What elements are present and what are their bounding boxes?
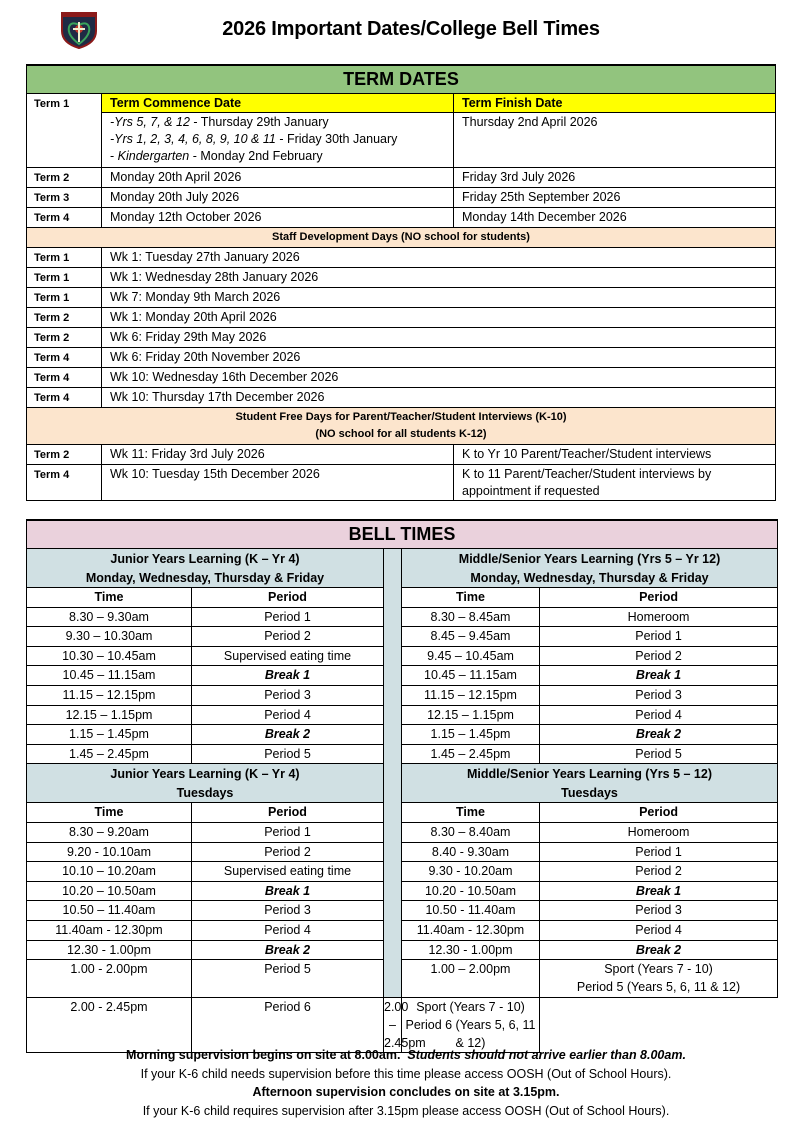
time-column-header: Time — [27, 588, 192, 608]
time-column-header: Time — [402, 588, 540, 608]
time-column-header: Time — [27, 803, 192, 823]
bell-row-break: 10.20 – 10.50am Break 1 10.20 - 10.50am Break 1 — [27, 881, 778, 901]
commence-line: -Yrs 5, 7, & 12 - Thursday 29th January — [110, 115, 329, 129]
bell-row: 8.30 – 9.30am Period 1 8.30 – 8.45am Homeroom — [27, 607, 778, 627]
period-column-header: Period — [540, 803, 778, 823]
bell-row: 8.30 – 9.20am Period 1 8.30 – 8.40am Homeroom — [27, 822, 778, 842]
footer-line-2: If your K-6 child needs supervision before this time please access OOSH (Out of School Hours). — [140, 1066, 672, 1081]
finish-date-header: Term Finish Date — [454, 94, 776, 113]
commence-line: - Kindergarten - Monday 2nd February — [110, 149, 323, 163]
junior-tuesday-header: Junior Years Learning (K – Yr 4) Tuesdays — [27, 764, 384, 803]
bell-row: 9.30 – 10.30am Period 2 8.45 – 9.45am Period 1 — [27, 627, 778, 647]
staff-dev-row: Term 1 Wk 7: Monday 9th March 2026 — [27, 288, 776, 308]
staff-dev-row: Term 2 Wk 1: Monday 20th April 2026 — [27, 308, 776, 328]
bell-row: 11.15 – 12.15pm Period 3 11.15 – 12.15pm Period 3 — [27, 685, 778, 705]
bell-row: 2.00 - 2.45pm Period 6 2.00 – 2.45pm Sport (Years 7 - 10) Period 6 (Years 5, 6, 11 & 12) — [27, 997, 778, 1052]
bell-row-break: 1.15 – 1.45pm Break 2 1.15 – 1.45pm Break 2 — [27, 725, 778, 745]
senior-tuesday-header: Middle/Senior Years Learning (Yrs 5 – 12) Tuesdays — [402, 764, 778, 803]
term-label: Term 1 — [27, 94, 102, 168]
period-column-header: Period — [540, 588, 778, 608]
supervision-notes — [0, 1046, 812, 1120]
period-column-header: Period — [192, 588, 384, 608]
commence-date-header: Term Commence Date — [102, 94, 454, 113]
staff-dev-row: Term 2 Wk 6: Friday 29th May 2026 — [27, 328, 776, 348]
student-free-row: Term 2 Wk 11: Friday 3rd July 2026 K to Yr 10 Parent/Teacher/Student interviews — [27, 445, 776, 465]
bell-row: 10.50 – 11.40am Period 3 10.50 - 11.40am Period 3 — [27, 901, 778, 921]
bell-row: 12.15 – 1.15pm Period 4 12.15 – 1.15pm Period 4 — [27, 705, 778, 725]
bell-row: 11.40am - 12.30pm Period 4 11.40am - 12.30pm Period 4 — [27, 920, 778, 940]
term-dates-table — [26, 64, 776, 501]
junior-regular-header: Junior Years Learning (K – Yr 4) Monday, Wednesday, Thursday & Friday — [27, 549, 384, 588]
senior-regular-header: Middle/Senior Years Learning (Yrs 5 – Yr 12) Monday, Wednesday, Thursday & Friday — [402, 549, 778, 588]
student-free-row: Term 4 Wk 10: Tuesday 15th December 2026 K to 11 Parent/Teacher/Student interviews by appointment if requested — [27, 465, 776, 501]
staff-dev-row: Term 4 Wk 10: Thursday 17th December 2026 — [27, 388, 776, 408]
staff-dev-row: Term 1 Wk 1: Wednesday 28th January 2026 — [27, 268, 776, 288]
term1-commence-cell — [102, 113, 454, 168]
staff-dev-row: Term 1 Wk 1: Tuesday 27th January 2026 — [27, 248, 776, 268]
commence-line: -Yrs 1, 2, 3, 4, 6, 8, 9, 10 & 11 - Friday 30th January — [110, 132, 398, 146]
term-row: Term 4 Monday 12th October 2026 Monday 14th December 2026 — [27, 208, 776, 228]
period-column-header: Period — [192, 803, 384, 823]
bell-times-table — [26, 519, 778, 1053]
staff-dev-row: Term 4 Wk 10: Wednesday 16th December 2026 — [27, 368, 776, 388]
page-title: 2026 Important Dates/College Bell Times — [222, 18, 600, 40]
bell-row-break: 10.45 – 11.15am Break 1 10.45 – 11.15am Break 1 — [27, 666, 778, 686]
staff-development-header: Staff Development Days (NO school for students) — [27, 228, 776, 248]
term-row: Term 2 Monday 20th April 2026 Friday 3rd July 2026 — [27, 168, 776, 188]
term-dates-banner: TERM DATES — [27, 65, 776, 94]
bell-row-break: 12.30 - 1.00pm Break 2 12.30 - 1.00pm Break 2 — [27, 940, 778, 960]
bell-row: 10.30 – 10.45am Supervised eating time 9.45 – 10.45am Period 2 — [27, 646, 778, 666]
term-row: Term 3 Monday 20th July 2026 Friday 25th September 2026 — [27, 188, 776, 208]
bell-times-banner: BELL TIMES — [27, 520, 778, 549]
student-free-days-header: Student Free Days for Parent/Teacher/Student Interviews (K-10) (NO school for all students K-12) — [27, 408, 776, 445]
footer-line-3: Afternoon supervision concludes on site at 3.15pm. — [252, 1085, 560, 1099]
footer-line-1: Morning supervision begins on site at 8.00am. Students should not arrive earlier than 8.00am. — [126, 1048, 686, 1062]
bell-row: 10.10 – 10.20am Supervised eating time 9.30 - 10.20am Period 2 — [27, 862, 778, 882]
time-column-header: Time — [402, 803, 540, 823]
bell-row: 9.20 - 10.10am Period 2 8.40 - 9.30am Period 1 — [27, 842, 778, 862]
bell-row: 1.45 – 2.45pm Period 5 1.45 – 2.45pm Period 5 — [27, 744, 778, 764]
footer-line-4: If your K-6 child requires supervision after 3.15pm please access OOSH (Out of School Hours). — [142, 1103, 670, 1118]
bell-row: 1.00 - 2.00pm Period 5 1.00 – 2.00pm Sport (Years 7 - 10) Period 5 (Years 5, 6, 11 & 12) — [27, 960, 778, 998]
staff-dev-row: Term 4 Wk 6: Friday 20th November 2026 — [27, 348, 776, 368]
column-separator — [384, 549, 402, 998]
term1-finish-cell: Thursday 2nd April 2026 — [454, 113, 776, 168]
